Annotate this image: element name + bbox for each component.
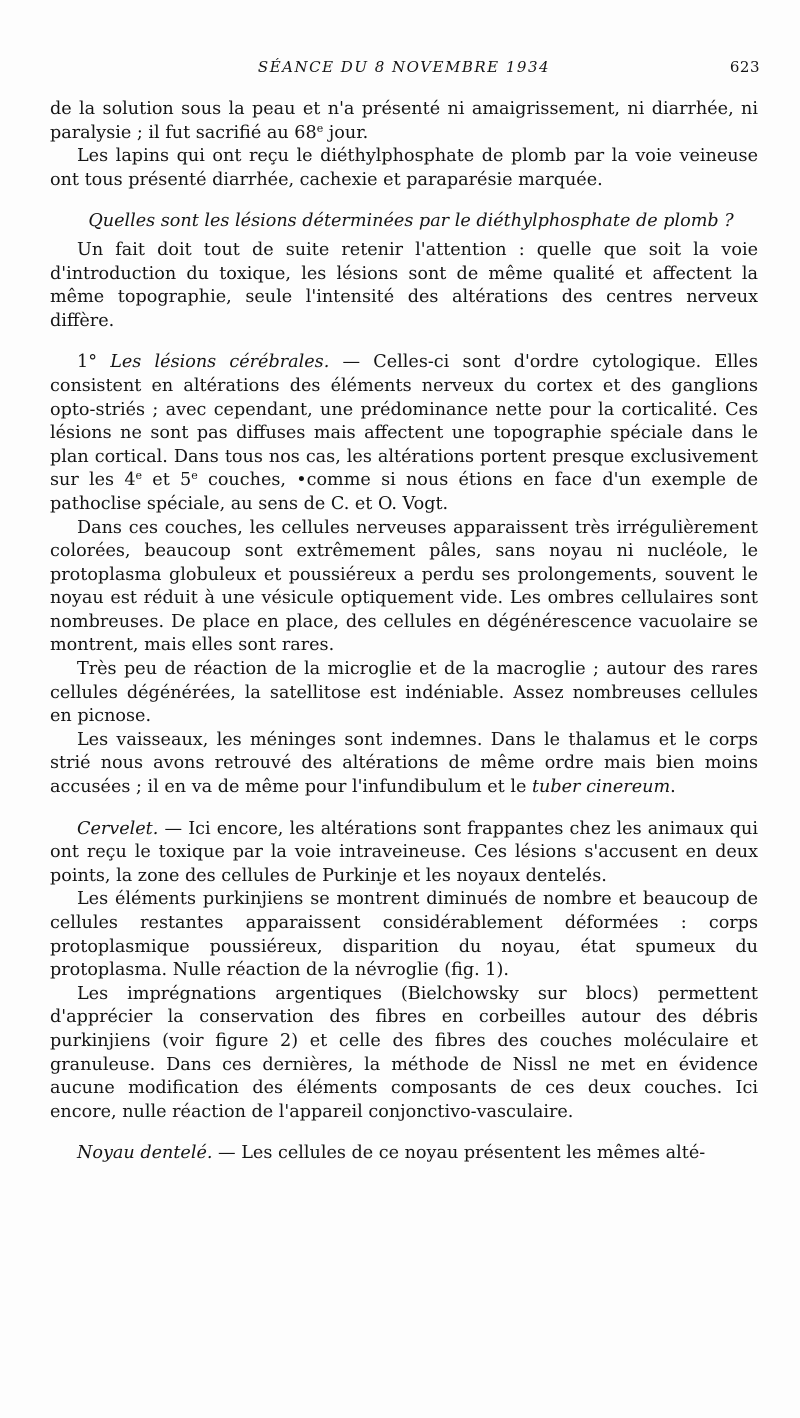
page-number: 623 (729, 58, 760, 76)
section-heading: Les lésions cérébrales. (110, 352, 330, 373)
section-heading: Cervelet. (77, 818, 159, 839)
paragraph-continued: de la solution sous la peau et n'a présenté ni amaigrissement, ni diarrhée, ni paralysie ; il fut sacrifié au 68e jour. (50, 99, 758, 143)
section-heading: Noyau dentelé. (77, 1143, 213, 1164)
paragraph-purkinjiens: Les éléments purkinjiens se montrent diminués de nombre et beaucoup de cellules restantes apparaissent considérablement déformées : corps protoplasmique poussiéreux, disparition du noyau, état spumeux du protoplasma. Nulle réaction de la névroglie (fig. 1). (50, 889, 758, 981)
page (50, 58, 758, 1166)
paragraph-introduction: Un fait doit tout de suite retenir l'attention : quelle que soit la voie d'introduction du toxique, les lésions sont de même qualité et affectent la même topographie, seule l'intensité des altérations des centres nerveux diffère. (50, 239, 758, 331)
running-header (50, 58, 758, 82)
section-lesions-cerebrales: 1° Les lésions cérébrales. — Celles-ci sont d'ordre cytologique. Elles consistent en altérations des éléments nerveux du cortex et des ganglions opto-striés ; avec cependant, une prédominance nette pour la corticalité. Ces lésions ne sont pas diffuses mais affectent une topographie spéciale dans le plan cortical. Dans tous nos cas, les altérations portent presque exclusivement sur les 4e et 5e couches, •comme si nous étions en face d'un exemple de pathoclise spéciale, au sens de C. et O. Vogt. (50, 352, 758, 514)
paragraph-impregnations: Les imprégnations argentiques (Bielchowsky sur blocs) permettent d'apprécier la conservation des fibres en corbeilles autour des débris purkinjiens (voir figure 2) et celle des fibres des couches moléculaire et granuleuse. Dans ces dernières, la méthode de Nissl ne met en évidence aucune modification des éléments composants de ces deux couches. Ici encore, nulle réaction de l'appareil conjonctivo-vasculaire. (50, 983, 758, 1122)
section-noyau-dentele: Noyau dentelé. — Les cellules de ce noyau présentent les mêmes alté- (77, 1143, 706, 1164)
section-cervelet: Cervelet. — Ici encore, les altérations sont frappantes chez les animaux qui ont reçu le toxique par la voie intraveineuse. Ces lésions s'accusent en deux points, la zone des cellules de Purkinje et les noyaux dentelés. (50, 818, 758, 886)
paragraph-microglie: Très peu de réaction de la microglie et de la macroglie ; autour des rares cellules dégénérées, la satellitose est indéniable. Assez nombreuses cellules en picnose. (50, 659, 758, 727)
paragraph-couches: Dans ces couches, les cellules nerveuses apparaissent très irrégulièrement colorées, beaucoup sont extrêmement pâles, sans noyau ni nucléole, le protoplasma globuleux et poussiéreux a perdu ses prolongements, souvent le noyau est réduit à une vésicule optiquement vide. Les ombres cellulaires sont nombreuses. De place en place, des cellules en dégénérescence vacuolaire se montrent, mais elles sont rares. (50, 517, 758, 656)
paragraph-lapins: Les lapins qui ont reçu le diéthylphosphate de plomb par la voie veineuse ont tous présenté diarrhée, cachexie et paraparésie marquée. (50, 146, 758, 190)
section-question: Quelles sont les lésions déterminées par le diéthylphosphate de plomb ? (88, 211, 734, 232)
paragraph-vaisseaux: Les vaisseaux, les méninges sont indemnes. Dans le thalamus et le corps strié nous avons retrouvé des altérations de même ordre mais bien moins accusées ; il en va de même pour l'infundibulum et le tuber cinereum. (50, 729, 758, 798)
running-title: SÉANCE DU 8 NOVEMBRE 1934 (257, 58, 551, 76)
article-body (50, 98, 758, 1166)
